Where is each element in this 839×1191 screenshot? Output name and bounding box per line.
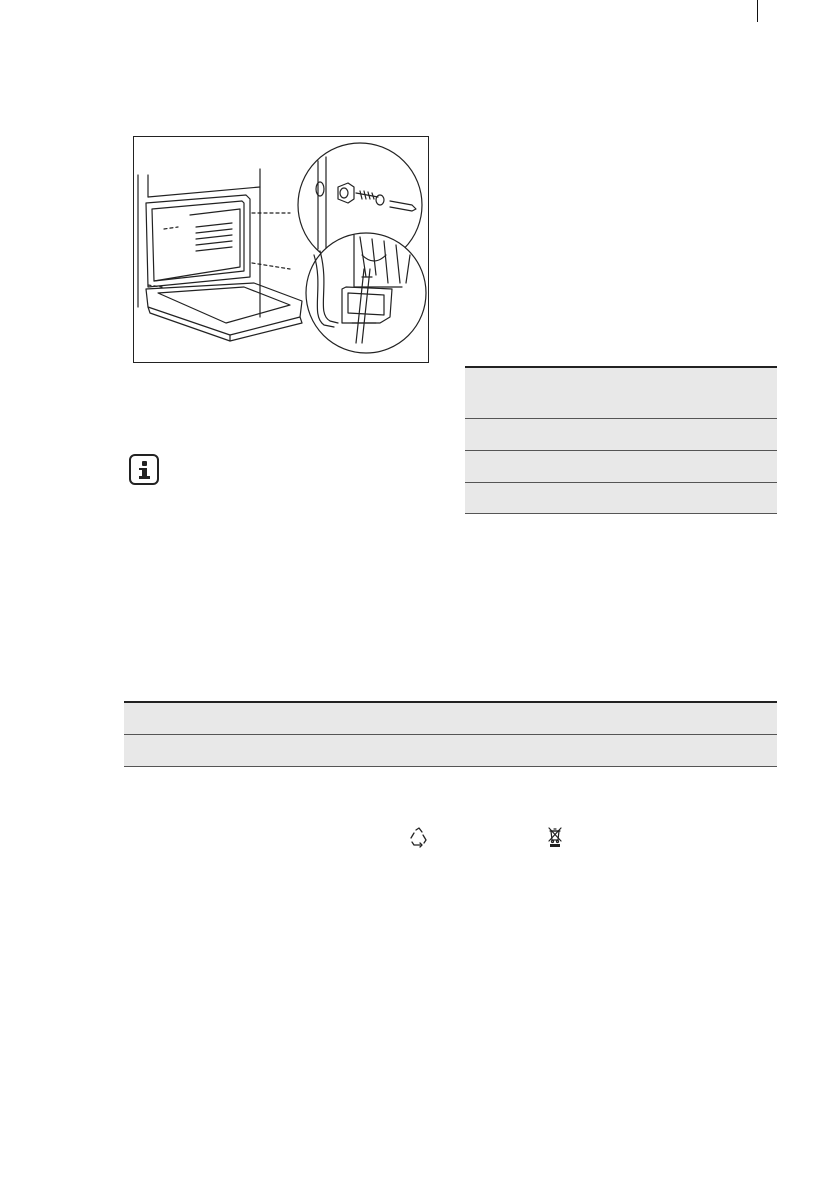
table-row [465, 368, 777, 419]
table-row [124, 703, 777, 735]
spec-table [465, 366, 777, 514]
crossed-out-bin-icon [547, 826, 563, 848]
table-row [465, 483, 777, 514]
info-icon [129, 454, 159, 485]
oven-door-installation-icon [134, 137, 428, 362]
bottom-table [124, 701, 777, 767]
table-row [124, 735, 777, 767]
table-row [465, 419, 777, 451]
table-row [465, 451, 777, 483]
installation-illustration [133, 136, 429, 363]
recycle-icon [408, 826, 430, 848]
page-edge-line [757, 0, 758, 22]
